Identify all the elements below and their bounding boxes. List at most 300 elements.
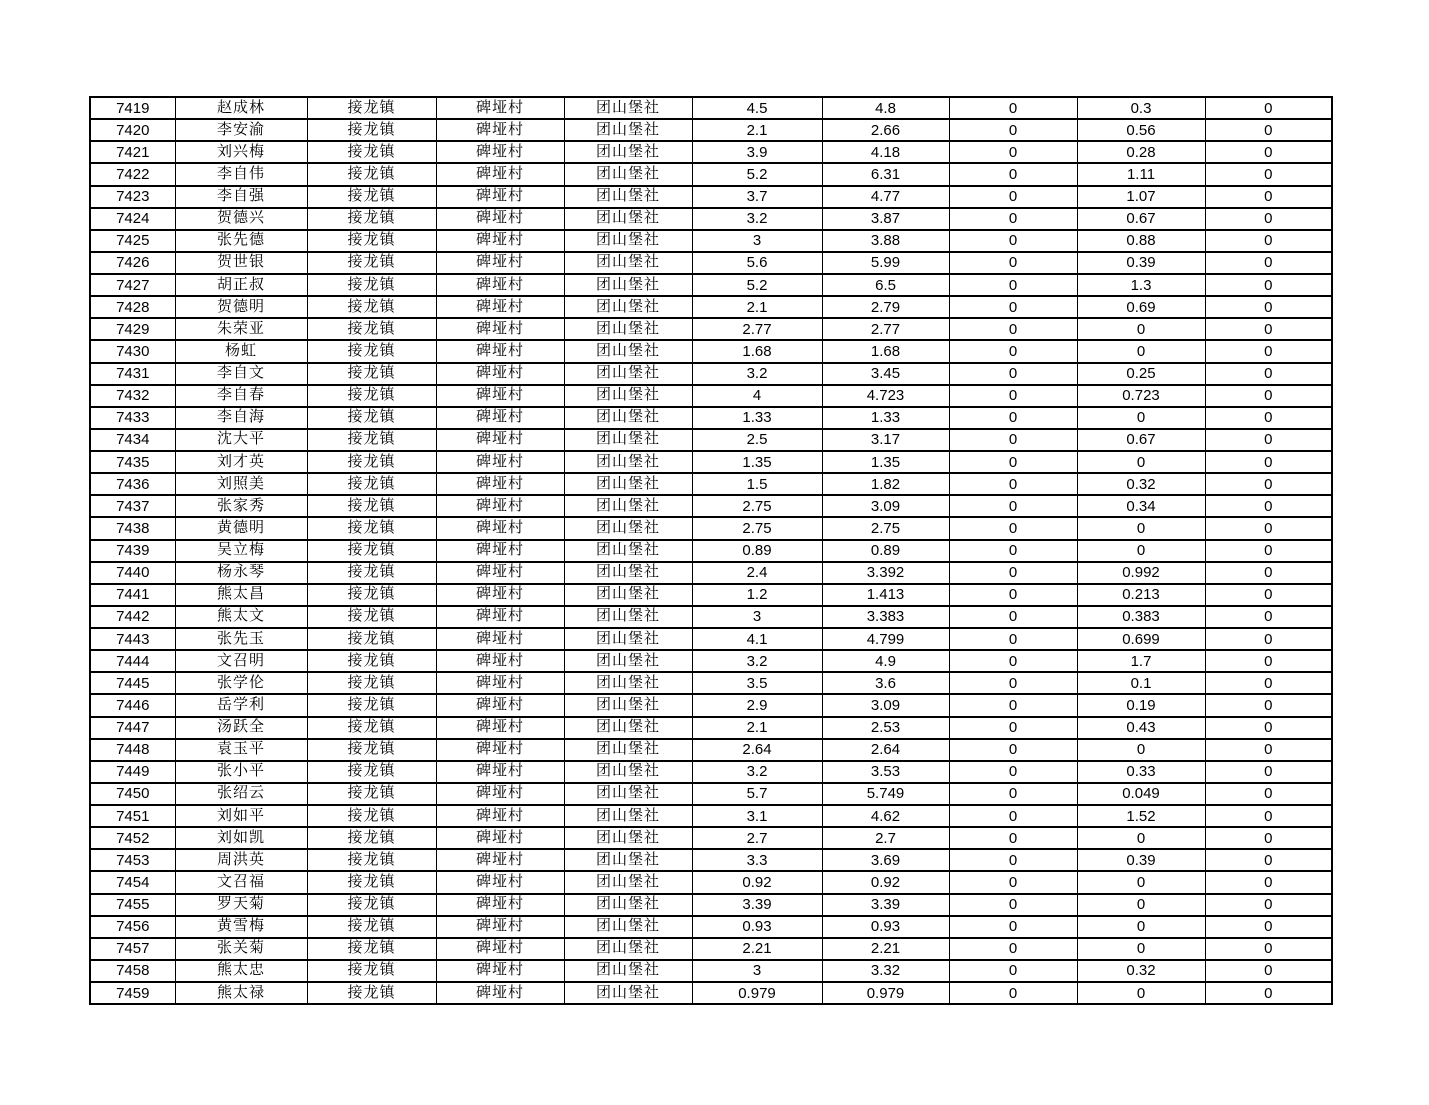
cell-society: 团山堡社 — [564, 163, 692, 185]
cell-value-1: 5.6 — [692, 252, 822, 274]
cell-village: 碑垭村 — [436, 318, 564, 340]
table-row — [90, 230, 1332, 252]
table-row — [90, 119, 1332, 141]
cell-value-5: 0 — [1205, 982, 1332, 1004]
cell-value-5: 0 — [1205, 119, 1332, 141]
cell-person-name: 李自文 — [175, 363, 307, 385]
cell-person-name: 张关菊 — [175, 938, 307, 960]
cell-village: 碑垭村 — [436, 363, 564, 385]
cell-town: 接龙镇 — [307, 385, 436, 407]
cell-value-2: 3.17 — [822, 429, 949, 451]
cell-value-1: 0.92 — [692, 871, 822, 893]
cell-row-id: 7449 — [90, 761, 175, 783]
cell-value-1: 3.2 — [692, 208, 822, 230]
cell-value-2: 6.31 — [822, 163, 949, 185]
cell-value-3: 0 — [949, 938, 1077, 960]
cell-village: 碑垭村 — [436, 119, 564, 141]
cell-row-id: 7445 — [90, 672, 175, 694]
cell-value-2: 3.88 — [822, 230, 949, 252]
cell-value-2: 3.392 — [822, 562, 949, 584]
records-table — [89, 96, 1333, 1005]
cell-value-2: 3.32 — [822, 960, 949, 982]
cell-value-4: 0 — [1077, 894, 1205, 916]
cell-village: 碑垭村 — [436, 473, 564, 495]
cell-value-4: 0.213 — [1077, 584, 1205, 606]
cell-town: 接龙镇 — [307, 274, 436, 296]
cell-value-1: 0.93 — [692, 916, 822, 938]
cell-value-1: 3.7 — [692, 186, 822, 208]
cell-person-name: 张先德 — [175, 230, 307, 252]
cell-society: 团山堡社 — [564, 429, 692, 451]
table-row — [90, 274, 1332, 296]
cell-value-1: 2.1 — [692, 296, 822, 318]
cell-person-name: 李自海 — [175, 407, 307, 429]
cell-row-id: 7443 — [90, 628, 175, 650]
cell-value-2: 1.413 — [822, 584, 949, 606]
cell-value-4: 0 — [1077, 318, 1205, 340]
cell-value-1: 2.1 — [692, 119, 822, 141]
cell-row-id: 7451 — [90, 805, 175, 827]
cell-society: 团山堡社 — [564, 960, 692, 982]
cell-society: 团山堡社 — [564, 517, 692, 539]
cell-person-name: 杨永琴 — [175, 562, 307, 584]
table-row — [90, 606, 1332, 628]
cell-person-name: 熊太文 — [175, 606, 307, 628]
cell-society: 团山堡社 — [564, 938, 692, 960]
cell-value-4: 0.39 — [1077, 252, 1205, 274]
cell-row-id: 7441 — [90, 584, 175, 606]
cell-society: 团山堡社 — [564, 119, 692, 141]
cell-row-id: 7459 — [90, 982, 175, 1004]
cell-row-id: 7455 — [90, 894, 175, 916]
cell-row-id: 7429 — [90, 318, 175, 340]
cell-value-3: 0 — [949, 783, 1077, 805]
cell-town: 接龙镇 — [307, 252, 436, 274]
cell-value-2: 4.77 — [822, 186, 949, 208]
cell-value-5: 0 — [1205, 540, 1332, 562]
cell-value-5: 0 — [1205, 827, 1332, 849]
cell-value-1: 2.4 — [692, 562, 822, 584]
table-row — [90, 672, 1332, 694]
cell-society: 团山堡社 — [564, 694, 692, 716]
table-row — [90, 451, 1332, 473]
cell-row-id: 7439 — [90, 540, 175, 562]
cell-value-5: 0 — [1205, 274, 1332, 296]
cell-value-5: 0 — [1205, 916, 1332, 938]
table-row — [90, 318, 1332, 340]
table-row — [90, 97, 1332, 119]
cell-society: 团山堡社 — [564, 274, 692, 296]
cell-row-id: 7431 — [90, 363, 175, 385]
cell-town: 接龙镇 — [307, 429, 436, 451]
cell-town: 接龙镇 — [307, 827, 436, 849]
cell-society: 团山堡社 — [564, 385, 692, 407]
cell-person-name: 袁玉平 — [175, 739, 307, 761]
cell-value-5: 0 — [1205, 694, 1332, 716]
cell-value-5: 0 — [1205, 871, 1332, 893]
cell-society: 团山堡社 — [564, 540, 692, 562]
cell-value-2: 4.18 — [822, 141, 949, 163]
cell-value-5: 0 — [1205, 473, 1332, 495]
cell-row-id: 7432 — [90, 385, 175, 407]
cell-value-3: 0 — [949, 473, 1077, 495]
cell-value-1: 3.1 — [692, 805, 822, 827]
cell-value-2: 3.87 — [822, 208, 949, 230]
cell-person-name: 张家秀 — [175, 495, 307, 517]
table-row — [90, 252, 1332, 274]
cell-value-1: 2.64 — [692, 739, 822, 761]
cell-village: 碑垭村 — [436, 97, 564, 119]
table-row — [90, 163, 1332, 185]
cell-value-2: 2.7 — [822, 827, 949, 849]
cell-value-4: 0 — [1077, 739, 1205, 761]
cell-village: 碑垭村 — [436, 938, 564, 960]
cell-value-4: 0.32 — [1077, 473, 1205, 495]
cell-village: 碑垭村 — [436, 208, 564, 230]
cell-person-name: 罗天菊 — [175, 894, 307, 916]
cell-person-name: 黄德明 — [175, 517, 307, 539]
cell-society: 团山堡社 — [564, 407, 692, 429]
cell-person-name: 李自伟 — [175, 163, 307, 185]
records-table-body — [90, 97, 1332, 1004]
cell-value-2: 2.66 — [822, 119, 949, 141]
cell-village: 碑垭村 — [436, 451, 564, 473]
cell-value-3: 0 — [949, 141, 1077, 163]
cell-village: 碑垭村 — [436, 274, 564, 296]
cell-value-3: 0 — [949, 717, 1077, 739]
cell-person-name: 杨虹 — [175, 340, 307, 362]
cell-value-2: 4.9 — [822, 650, 949, 672]
cell-value-3: 0 — [949, 97, 1077, 119]
cell-value-3: 0 — [949, 739, 1077, 761]
cell-value-3: 0 — [949, 805, 1077, 827]
cell-row-id: 7438 — [90, 517, 175, 539]
cell-value-4: 0.28 — [1077, 141, 1205, 163]
cell-value-4: 0.049 — [1077, 783, 1205, 805]
cell-row-id: 7434 — [90, 429, 175, 451]
cell-value-3: 0 — [949, 230, 1077, 252]
cell-village: 碑垭村 — [436, 827, 564, 849]
cell-person-name: 熊太禄 — [175, 982, 307, 1004]
cell-value-1: 1.33 — [692, 407, 822, 429]
cell-value-3: 0 — [949, 982, 1077, 1004]
cell-value-4: 0.34 — [1077, 495, 1205, 517]
cell-village: 碑垭村 — [436, 606, 564, 628]
cell-row-id: 7433 — [90, 407, 175, 429]
cell-town: 接龙镇 — [307, 540, 436, 562]
cell-person-name: 熊太忠 — [175, 960, 307, 982]
cell-town: 接龙镇 — [307, 894, 436, 916]
cell-value-4: 0.32 — [1077, 960, 1205, 982]
cell-town: 接龙镇 — [307, 186, 436, 208]
cell-value-4: 0.88 — [1077, 230, 1205, 252]
cell-value-5: 0 — [1205, 805, 1332, 827]
table-row — [90, 296, 1332, 318]
cell-village: 碑垭村 — [436, 540, 564, 562]
cell-town: 接龙镇 — [307, 672, 436, 694]
cell-value-2: 0.93 — [822, 916, 949, 938]
cell-town: 接龙镇 — [307, 562, 436, 584]
cell-town: 接龙镇 — [307, 606, 436, 628]
cell-value-2: 2.21 — [822, 938, 949, 960]
cell-village: 碑垭村 — [436, 805, 564, 827]
cell-person-name: 刘如平 — [175, 805, 307, 827]
cell-value-4: 0.1 — [1077, 672, 1205, 694]
cell-row-id: 7436 — [90, 473, 175, 495]
cell-row-id: 7426 — [90, 252, 175, 274]
cell-value-5: 0 — [1205, 141, 1332, 163]
cell-value-3: 0 — [949, 650, 1077, 672]
cell-village: 碑垭村 — [436, 761, 564, 783]
cell-value-1: 3 — [692, 230, 822, 252]
cell-town: 接龙镇 — [307, 783, 436, 805]
cell-village: 碑垭村 — [436, 650, 564, 672]
cell-value-4: 0.69 — [1077, 296, 1205, 318]
cell-value-1: 2.75 — [692, 517, 822, 539]
cell-village: 碑垭村 — [436, 916, 564, 938]
cell-row-id: 7419 — [90, 97, 175, 119]
cell-value-2: 1.68 — [822, 340, 949, 362]
cell-value-2: 3.45 — [822, 363, 949, 385]
cell-value-3: 0 — [949, 894, 1077, 916]
cell-value-1: 3.9 — [692, 141, 822, 163]
table-row — [90, 805, 1332, 827]
cell-society: 团山堡社 — [564, 186, 692, 208]
cell-value-5: 0 — [1205, 849, 1332, 871]
cell-value-3: 0 — [949, 672, 1077, 694]
cell-value-3: 0 — [949, 827, 1077, 849]
cell-row-id: 7437 — [90, 495, 175, 517]
cell-society: 团山堡社 — [564, 761, 692, 783]
cell-value-5: 0 — [1205, 208, 1332, 230]
cell-town: 接龙镇 — [307, 318, 436, 340]
cell-value-4: 0.39 — [1077, 849, 1205, 871]
cell-village: 碑垭村 — [436, 982, 564, 1004]
cell-value-3: 0 — [949, 562, 1077, 584]
cell-value-5: 0 — [1205, 672, 1332, 694]
cell-value-1: 3.2 — [692, 363, 822, 385]
table-row — [90, 783, 1332, 805]
cell-value-1: 0.979 — [692, 982, 822, 1004]
cell-village: 碑垭村 — [436, 495, 564, 517]
cell-value-1: 1.68 — [692, 340, 822, 362]
cell-person-name: 张先玉 — [175, 628, 307, 650]
cell-row-id: 7435 — [90, 451, 175, 473]
cell-society: 团山堡社 — [564, 628, 692, 650]
cell-person-name: 岳学利 — [175, 694, 307, 716]
cell-value-2: 2.79 — [822, 296, 949, 318]
cell-value-4: 0 — [1077, 340, 1205, 362]
cell-town: 接龙镇 — [307, 761, 436, 783]
cell-value-3: 0 — [949, 119, 1077, 141]
cell-value-4: 0.33 — [1077, 761, 1205, 783]
cell-village: 碑垭村 — [436, 584, 564, 606]
cell-society: 团山堡社 — [564, 318, 692, 340]
cell-value-2: 1.82 — [822, 473, 949, 495]
cell-village: 碑垭村 — [436, 849, 564, 871]
cell-town: 接龙镇 — [307, 407, 436, 429]
cell-value-2: 2.64 — [822, 739, 949, 761]
cell-value-1: 5.2 — [692, 274, 822, 296]
cell-value-5: 0 — [1205, 606, 1332, 628]
cell-value-1: 2.5 — [692, 429, 822, 451]
cell-value-1: 2.7 — [692, 827, 822, 849]
cell-value-4: 0.67 — [1077, 429, 1205, 451]
cell-value-5: 0 — [1205, 385, 1332, 407]
cell-value-5: 0 — [1205, 429, 1332, 451]
cell-value-4: 1.3 — [1077, 274, 1205, 296]
cell-value-5: 0 — [1205, 739, 1332, 761]
cell-value-2: 4.799 — [822, 628, 949, 650]
cell-value-1: 5.2 — [692, 163, 822, 185]
cell-value-3: 0 — [949, 694, 1077, 716]
cell-town: 接龙镇 — [307, 628, 436, 650]
cell-town: 接龙镇 — [307, 163, 436, 185]
cell-value-5: 0 — [1205, 761, 1332, 783]
cell-value-5: 0 — [1205, 186, 1332, 208]
cell-value-3: 0 — [949, 540, 1077, 562]
cell-person-name: 朱荣亚 — [175, 318, 307, 340]
cell-value-4: 0 — [1077, 407, 1205, 429]
cell-value-5: 0 — [1205, 363, 1332, 385]
cell-town: 接龙镇 — [307, 584, 436, 606]
table-row — [90, 340, 1332, 362]
cell-village: 碑垭村 — [436, 141, 564, 163]
cell-value-4: 1.11 — [1077, 163, 1205, 185]
cell-society: 团山堡社 — [564, 296, 692, 318]
cell-value-1: 1.5 — [692, 473, 822, 495]
cell-value-4: 0 — [1077, 517, 1205, 539]
cell-value-4: 0 — [1077, 540, 1205, 562]
cell-value-4: 1.7 — [1077, 650, 1205, 672]
cell-village: 碑垭村 — [436, 894, 564, 916]
cell-row-id: 7430 — [90, 340, 175, 362]
cell-town: 接龙镇 — [307, 694, 436, 716]
cell-town: 接龙镇 — [307, 739, 436, 761]
cell-value-2: 3.383 — [822, 606, 949, 628]
cell-row-id: 7446 — [90, 694, 175, 716]
cell-value-3: 0 — [949, 296, 1077, 318]
cell-value-5: 0 — [1205, 407, 1332, 429]
table-row — [90, 849, 1332, 871]
cell-value-2: 0.92 — [822, 871, 949, 893]
cell-value-5: 0 — [1205, 938, 1332, 960]
cell-person-name: 李安渝 — [175, 119, 307, 141]
cell-value-1: 2.75 — [692, 495, 822, 517]
cell-value-3: 0 — [949, 385, 1077, 407]
cell-value-2: 3.39 — [822, 894, 949, 916]
cell-row-id: 7454 — [90, 871, 175, 893]
cell-value-3: 0 — [949, 960, 1077, 982]
table-row — [90, 429, 1332, 451]
cell-village: 碑垭村 — [436, 407, 564, 429]
cell-value-5: 0 — [1205, 163, 1332, 185]
cell-village: 碑垭村 — [436, 252, 564, 274]
cell-society: 团山堡社 — [564, 562, 692, 584]
cell-value-4: 0.992 — [1077, 562, 1205, 584]
cell-town: 接龙镇 — [307, 451, 436, 473]
cell-value-5: 0 — [1205, 717, 1332, 739]
table-row — [90, 495, 1332, 517]
cell-village: 碑垭村 — [436, 871, 564, 893]
table-row — [90, 717, 1332, 739]
table-row — [90, 982, 1332, 1004]
cell-village: 碑垭村 — [436, 517, 564, 539]
cell-row-id: 7444 — [90, 650, 175, 672]
cell-person-name: 周洪英 — [175, 849, 307, 871]
cell-value-5: 0 — [1205, 230, 1332, 252]
cell-society: 团山堡社 — [564, 340, 692, 362]
cell-value-4: 0.19 — [1077, 694, 1205, 716]
cell-value-5: 0 — [1205, 584, 1332, 606]
cell-village: 碑垭村 — [436, 186, 564, 208]
cell-row-id: 7453 — [90, 849, 175, 871]
cell-person-name: 张小平 — [175, 761, 307, 783]
cell-value-1: 3.2 — [692, 761, 822, 783]
cell-town: 接龙镇 — [307, 363, 436, 385]
cell-value-5: 0 — [1205, 296, 1332, 318]
cell-row-id: 7448 — [90, 739, 175, 761]
table-row — [90, 650, 1332, 672]
cell-value-3: 0 — [949, 208, 1077, 230]
cell-row-id: 7428 — [90, 296, 175, 318]
table-row — [90, 141, 1332, 163]
cell-value-1: 0.89 — [692, 540, 822, 562]
cell-value-5: 0 — [1205, 495, 1332, 517]
cell-value-4: 0 — [1077, 982, 1205, 1004]
cell-village: 碑垭村 — [436, 960, 564, 982]
cell-village: 碑垭村 — [436, 628, 564, 650]
cell-society: 团山堡社 — [564, 982, 692, 1004]
cell-value-1: 3.5 — [692, 672, 822, 694]
cell-person-name: 刘兴梅 — [175, 141, 307, 163]
cell-value-1: 3.39 — [692, 894, 822, 916]
cell-row-id: 7425 — [90, 230, 175, 252]
cell-value-3: 0 — [949, 606, 1077, 628]
cell-value-3: 0 — [949, 451, 1077, 473]
cell-value-1: 4.1 — [692, 628, 822, 650]
cell-town: 接龙镇 — [307, 982, 436, 1004]
cell-society: 团山堡社 — [564, 495, 692, 517]
cell-town: 接龙镇 — [307, 650, 436, 672]
cell-value-2: 2.77 — [822, 318, 949, 340]
cell-value-4: 0 — [1077, 827, 1205, 849]
table-row — [90, 739, 1332, 761]
cell-village: 碑垭村 — [436, 340, 564, 362]
cell-value-5: 0 — [1205, 960, 1332, 982]
cell-village: 碑垭村 — [436, 739, 564, 761]
cell-village: 碑垭村 — [436, 385, 564, 407]
cell-person-name: 贺世银 — [175, 252, 307, 274]
cell-town: 接龙镇 — [307, 296, 436, 318]
cell-value-2: 0.89 — [822, 540, 949, 562]
cell-society: 团山堡社 — [564, 208, 692, 230]
cell-value-2: 1.35 — [822, 451, 949, 473]
cell-value-3: 0 — [949, 163, 1077, 185]
cell-row-id: 7423 — [90, 186, 175, 208]
cell-value-3: 0 — [949, 849, 1077, 871]
cell-village: 碑垭村 — [436, 694, 564, 716]
cell-value-3: 0 — [949, 517, 1077, 539]
table-row — [90, 916, 1332, 938]
cell-value-3: 0 — [949, 252, 1077, 274]
cell-village: 碑垭村 — [436, 783, 564, 805]
cell-society: 团山堡社 — [564, 606, 692, 628]
table-row — [90, 473, 1332, 495]
cell-value-3: 0 — [949, 318, 1077, 340]
cell-value-4: 0.3 — [1077, 97, 1205, 119]
table-row — [90, 960, 1332, 982]
